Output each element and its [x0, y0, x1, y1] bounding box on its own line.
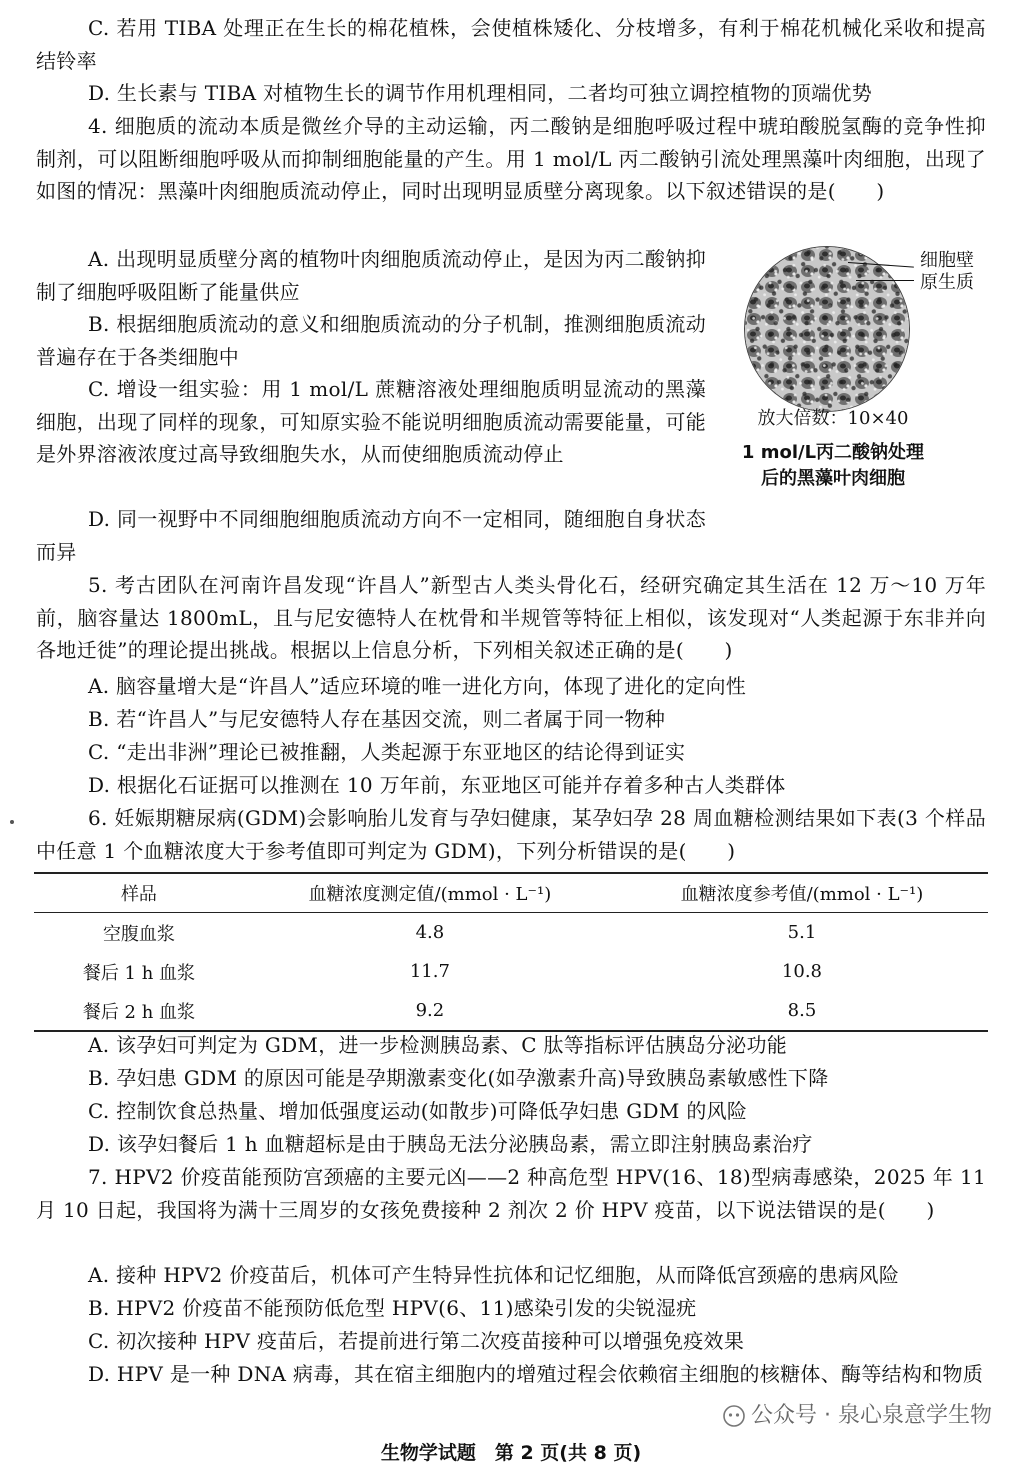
table-row — [34, 952, 988, 991]
q5-stem: 5. 考古团队在河南许昌发现“许昌人”新型古人类头骨化石，经研究确定其生活在 12 万～10 万年前，脑容量达 1800mL，且与尼安德特人在枕骨和半规管等特征上相似，该发现对“人类起源于东非并向各地迁徙”的理论提出挑战。根据以上信息分析，下列相关叙述正确的是( ) — [36, 573, 986, 662]
q4-option-d: D. 同一视野中不同细胞细胞质流动方向不一定相同，随细胞自身状态而异 — [36, 507, 706, 564]
wechat-watermark — [723, 1398, 992, 1429]
magnification-caption: 放大倍数：10×40 — [757, 408, 909, 429]
header-reference: 血糖浓度参考值/(mmol · L⁻¹) — [616, 873, 988, 913]
q5-option-a: A. 脑容量增大是“许昌人”适应环境的唯一进化方向，体现了进化的定向性 — [88, 674, 747, 698]
cell-reference: 5.1 — [787, 922, 817, 943]
q4-option-a: A. 出现明显质壁分离的植物叶肉细胞质流动停止，是因为丙二酸钠抑制了细胞呼吸阻断了能量供应 — [36, 247, 706, 304]
table-header-row — [34, 873, 988, 913]
q6-option-b: B. 孕妇患 GDM 的原因可能是孕期激素变化(如孕激素升高)导致胰岛素敏感性下降 — [88, 1066, 829, 1090]
cell-measured: 9.2 — [244, 991, 616, 1031]
q7-option-a: A. 接种 HPV2 价疫苗后，机体可产生特异性抗体和记忆细胞，从而降低宫颈癌的患病风险 — [88, 1263, 900, 1287]
wechat-icon — [723, 1405, 745, 1427]
cell-reference: 10.8 — [781, 961, 822, 982]
q4-option-b: B. 根据细胞质流动的意义和细胞质流动的分子机制，推测细胞质流动普遍存在于各类细胞中 — [36, 312, 706, 369]
cell-measured: 11.7 — [409, 961, 450, 982]
protoplast-label: 原生质 — [920, 272, 974, 293]
header-measured: 血糖浓度测定值/(mmol · L⁻¹) — [244, 873, 616, 913]
q7-stem: 7. HPV2 价疫苗能预防宫颈癌的主要元凶——2 种高危型 HPV(16、18)型病毒感染，2025 年 11 月 10 日起，我国将为满十三周岁的女孩免费接种 2 剂次 2 价 HPV 疫苗，以下说法错误的是( ) — [36, 1165, 986, 1222]
page-footer: 生物学试题 第 2 页(共 8 页) — [380, 1442, 642, 1464]
q4-option-c: C. 增设一组实验：用 1 mol/L 蔗糖溶液处理细胞质明显流动的黑藻细胞，出现了同样的现象，可知原实验不能说明细胞质流动需要能量，可能是外界溶液浓度过高导致细胞失水，从而使细胞质流动停止 — [36, 377, 706, 466]
q5-option-c: C. “走出非洲”理论已被推翻，人类起源于东亚地区的结论得到证实 — [88, 740, 686, 764]
q5-option-b: B. 若“许昌人”与尼安德特人存在基因交流，则二者属于同一物种 — [88, 707, 666, 731]
q6-stem: 6. 妊娠期糖尿病(GDM)会影响胎儿发育与孕妇健康，某孕妇孕 28 周血糖检测结果如下表(3 个样品中任意 1 个血糖浓度大于参考值即可判定为 GDM)，下列分析错误的是( ) — [36, 806, 986, 863]
scan-speck — [10, 820, 14, 824]
micrograph-texture — [745, 247, 909, 411]
cell-wall-label: 细胞壁 — [920, 250, 974, 271]
glucose-table — [34, 872, 988, 1032]
micrograph-image — [744, 246, 910, 412]
q6-option-c: C. 控制饮食总热量、增加低强度运动(如散步)可降低孕妇患 GDM 的风险 — [88, 1099, 748, 1123]
q7-option-b: B. HPV2 价疫苗不能预防低危型 HPV(6、11)感染引发的尖锐湿疣 — [88, 1296, 697, 1320]
q4-stem: 4. 细胞质的流动本质是微丝介导的主动运输，丙二酸钠是细胞呼吸过程中琥珀酸脱氢酶的竞争性抑制剂，可以阻断细胞呼吸从而抑制细胞能量的产生。用 1 mol/L 丙二酸钠引流处理黑藻叶肉细胞，出现了如图的情况：黑藻叶肉细胞质流动停止，同时出现明显质壁分离现象。以下叙述错误的是( ) — [36, 114, 986, 203]
q6-option-a: A. 该孕妇可判定为 GDM，进一步检测胰岛素、C 肽等指标评估胰岛分泌功能 — [88, 1033, 788, 1057]
q7-option-c: C. 初次接种 HPV 疫苗后，若提前进行第二次疫苗接种可以增强免疫效果 — [88, 1329, 745, 1353]
q3-option-c: C. 若用 TIBA 处理正在生长的棉花植株，会使植株矮化、分枝增多，有利于棉花机械化采收和提高结铃率 — [36, 16, 986, 73]
watermark-text: 公众号 · 泉心泉意学生物 — [751, 1403, 992, 1428]
table-row — [34, 991, 988, 1031]
q3-option-d: D. 生长素与 TIBA 对植物生长的调节作用机理相同，二者均可独立调控植物的顶端优势 — [88, 81, 873, 105]
q7-option-d: D. HPV 是一种 DNA 病毒，其在宿主细胞内的增殖过程会依赖宿主细胞的核糖体、酶等结构和物质 — [88, 1362, 984, 1386]
cell-sample: 空腹血浆 — [102, 923, 175, 945]
header-sample: 样品 — [34, 873, 244, 913]
table-row — [34, 913, 988, 953]
cell-sample: 餐后 1 h 血浆 — [82, 962, 196, 984]
cell-sample: 餐后 2 h 血浆 — [34, 991, 244, 1031]
q6-option-d: D. 该孕妇餐后 1 h 血糖超标是由于胰岛无法分泌胰岛素，需立即注射胰岛素治疗 — [88, 1132, 813, 1156]
cell-measured: 4.8 — [415, 922, 445, 943]
cell-reference: 8.5 — [616, 991, 988, 1031]
protoplast-pointer-line — [856, 280, 914, 281]
figure-caption-line1: 1 mol/L丙二酸钠处理 — [741, 442, 925, 463]
q5-option-d: D. 根据化石证据可以推测在 10 万年前，东亚地区可能并存着多种古人类群体 — [88, 773, 786, 797]
cell-micrograph-figure — [728, 240, 990, 500]
figure-caption-line2: 后的黑藻叶肉细胞 — [761, 468, 905, 489]
